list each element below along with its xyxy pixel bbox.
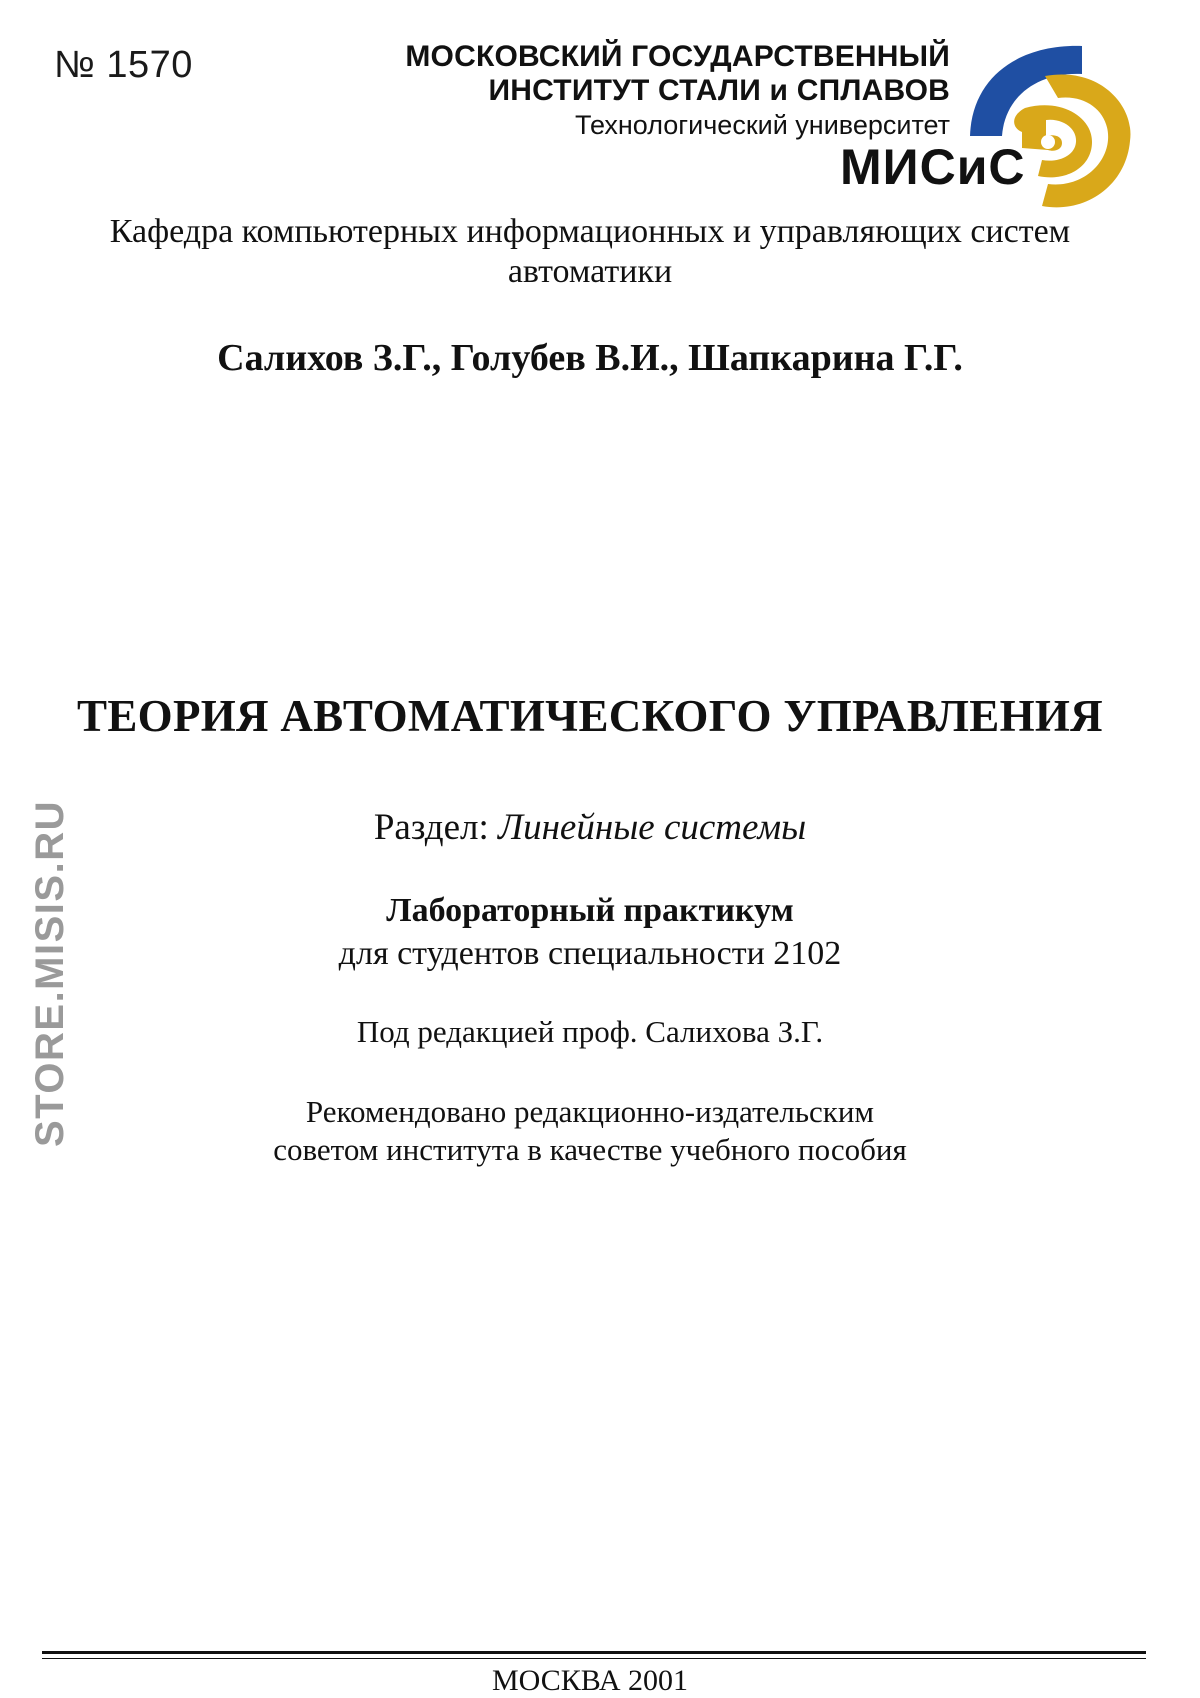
institution-subtitle: Технологический университет <box>575 110 950 140</box>
document-number: № 1570 <box>54 44 193 86</box>
institution-name-block <box>330 40 950 142</box>
institution-name-line1: МОСКОВСКИЙ ГОСУДАРСТВЕННЫЙ <box>405 40 950 73</box>
institution-abbreviation: МИСиС <box>840 139 1026 195</box>
city-year: МОСКВА 2001 <box>491 1664 688 1697</box>
editor-line: Под редакцией проф. Салихова З.Г. <box>356 1014 824 1049</box>
section-name: Линейные системы <box>498 807 807 848</box>
section-label: Раздел: <box>373 807 489 848</box>
document-title: ТЕОРИЯ АВТОМАТИЧЕСКОГО УПРАВЛЕНИЯ <box>77 691 1103 741</box>
footer-rule-thick <box>42 1651 1146 1654</box>
department-name <box>40 212 1140 292</box>
department-line1: Кафедра компьютерных информационных и управляющих систем <box>109 213 1071 250</box>
department-line2: автоматики <box>507 253 673 290</box>
section-line <box>40 806 1140 849</box>
authors: Салихов З.Г., Голубев В.И., Шапкарина Г.Г. <box>217 337 963 379</box>
footer-rule-thin <box>42 1658 1146 1659</box>
recommendation-line2: советом института в качестве учебного пособия <box>273 1132 907 1167</box>
recommendation-line1: Рекомендовано редакционно-издательским <box>305 1094 875 1129</box>
watermark: STORE.MISIS.RU <box>28 800 72 1147</box>
practicum-title: Лабораторный практикум <box>386 892 794 929</box>
practicum-subtitle: для студентов специальности 2102 <box>338 935 842 972</box>
institution-name-line2: ИНСТИТУТ СТАЛИ и СПЛАВОВ <box>488 74 950 107</box>
